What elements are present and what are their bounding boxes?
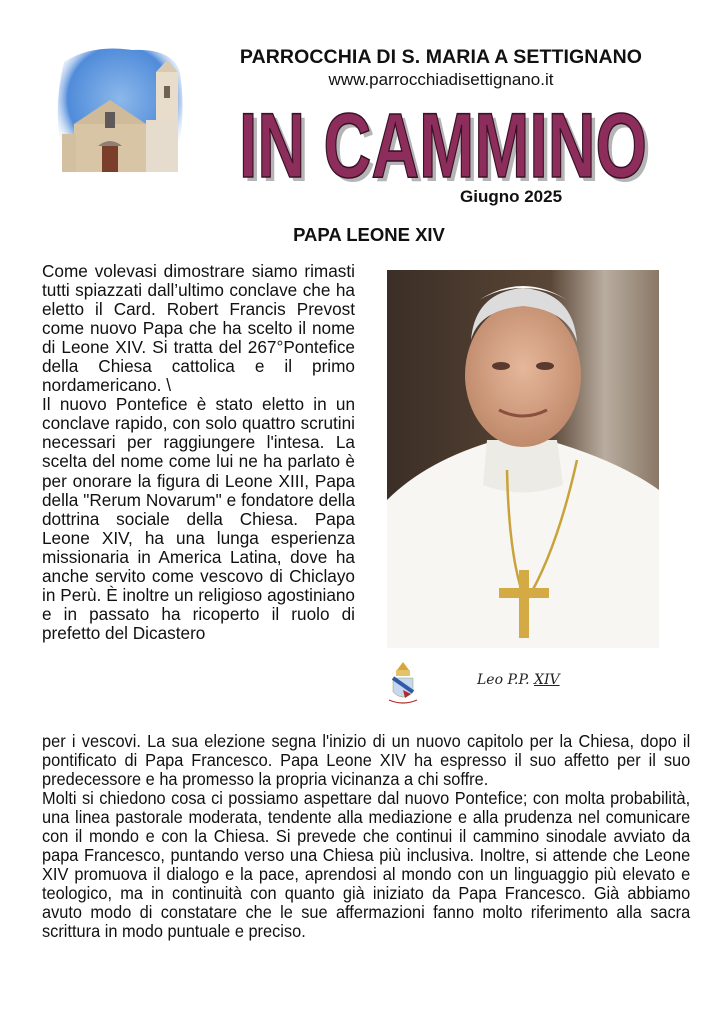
paragraph: Molti si chiedono cosa ci possiamo aspettare dal nuovo Pontefice; con molta probabilità, una linea pastorale moderata, tendente alla mediazione e alla prudenza nel comunicare con il mondo e con la Chiesa. Si prevede che continui il cammino sinodale avviato da papa Francesco, puntando verso una Chiesa più inclusiva. Inoltre, si attende che Leone XIV promuova il dialogo e la pace, aprendosi al mondo con un linguaggio più elevato e teologico, ma in continuità con quanto già iniziato da Papa Francesco. Già abbiamo avuto modo di constatare che le sue affermazioni fanno molto riferimento alla sacra scrittura in modo puntuale e preciso. [42, 788, 691, 942]
parish-website: www.parrocchiadisettignano.it [328, 70, 554, 89]
paragraph: per i vescovi. La sua elezione segna l'inizio di un nuovo capitolo per la Chiesa, dopo il pontificato di Papa Francesco. Papa Leone XIV ha espresso il suo affetto per il suo predecessore e ha promesso la propria vicinanza a chi soffre. [42, 731, 691, 790]
parish-logo [52, 42, 190, 182]
papal-signature [385, 660, 665, 710]
church-watercolor-icon [52, 42, 190, 182]
article-full-width-text [42, 732, 690, 942]
masthead-shadow: IN CAMMINO [243, 99, 651, 188]
paragraph: Come volevasi dimostrare siamo rimasti tutti spiazzati dall’ultimo conclave che ha eletto il Card. Robert Francis Prevost come nuovo Papa che ha scelto il nome di Leone XIV. Si tratta del 267°Pontefice della Chiesa cattolica e il primo nordamericano. \ [42, 261, 355, 396]
papal-coat-of-arms-icon [385, 660, 421, 706]
parish-name: PARROCCHIA DI S. MARIA A SETTIGNANO [239, 46, 643, 68]
signature-numeral: XIV [533, 672, 560, 688]
masthead-text: IN CAMMINO [239, 95, 647, 188]
signature-text: Leo P.P. XIV [477, 672, 560, 688]
paragraph: Il nuovo Pontefice è stato eletto in un conclave rapido, con solo quattro scrutini necessari per raggiungere l'intesa. La scelta del nome come lui ne ha parlato è per onorare la figura di Leone XIII, Papa della "Rerum Novarum" e fondatore della dottrina sociale della Chiesa. Papa Leone XIV, ha una lunga esperienza missionaria in America Latina, dove ha anche servito come vescovo di Chiclayo in Perù. È inoltre un religioso agostiniano e in passato ha ricoperto il ruolo di prefetto del Dicastero [42, 394, 355, 643]
article-column-text [42, 262, 355, 643]
pope-portrait-photo [387, 270, 659, 648]
article-title: PAPA LEONE XIV [293, 224, 445, 245]
issue-date: Giugno 2025 [460, 187, 563, 206]
masthead-title [224, 88, 664, 188]
